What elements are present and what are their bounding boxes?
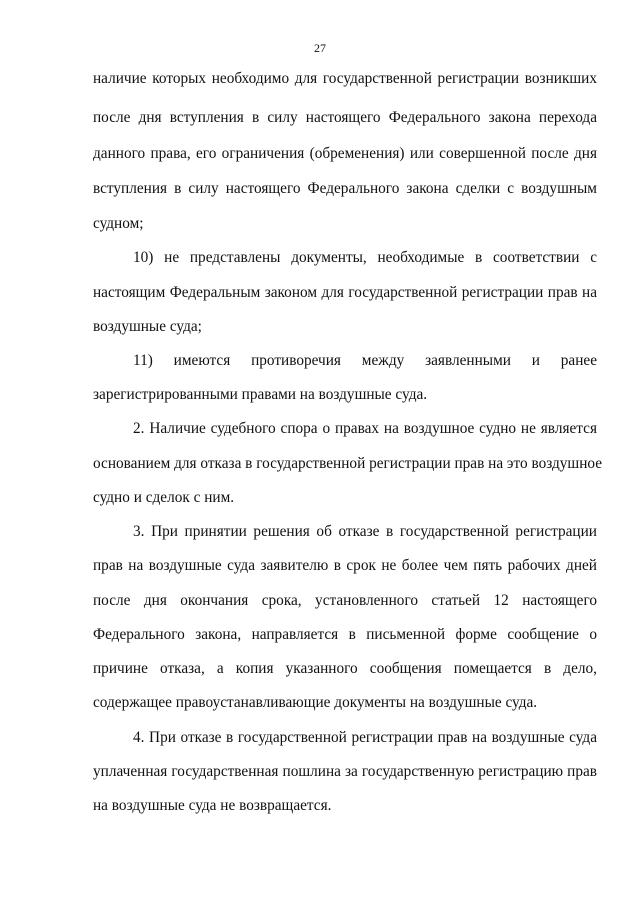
text-line: основанием для отказа в государственной регистрации прав на это воздушное	[93, 455, 603, 472]
text-line: наличие которых необходимо для государственной регистрации возникших	[93, 70, 597, 87]
text-line: воздушные суда;	[93, 318, 202, 335]
text-line: 3. При принятии решения об отказе в государственной регистрации	[133, 523, 597, 540]
text-line: 2. Наличие судебного спора о правах на воздушное судно не является	[133, 420, 597, 437]
text-line: данного права, его ограничения (обременения) или совершенной после дня	[93, 145, 597, 162]
text-line: судном;	[93, 215, 144, 232]
text-line: уплаченная государственная пошлина за государственную регистрацию прав	[93, 763, 597, 780]
text-line: после дня вступления в силу настоящего Федерального закона перехода	[93, 109, 597, 126]
text-line: зарегистрированными правами на воздушные суда.	[93, 386, 428, 403]
text-line: судно и сделок с ним.	[93, 489, 235, 506]
text-line: содержащее правоустанавливающие документы на воздушные суда.	[93, 694, 538, 711]
text-line: 4. При отказе в государственной регистрации прав на воздушные суда	[133, 729, 597, 746]
page-number: 27	[314, 41, 326, 55]
text-line: после дня окончания срока, установленного статьей 12 настоящего	[93, 592, 597, 609]
text-line: 11) имеются противоречия между заявленными и ранее	[133, 352, 597, 369]
text-line: 10) не представлены документы, необходимые в соответствии с	[133, 249, 597, 266]
text-line: на воздушные суда не возвращается.	[93, 797, 332, 814]
text-line: настоящим Федеральным законом для государственной регистрации прав на	[93, 284, 597, 301]
text-line: вступления в силу настоящего Федерального закона сделки с воздушным	[93, 180, 597, 197]
text-line: Федерального закона, направляется в письменной форме сообщение о	[93, 626, 597, 643]
text-line: прав на воздушные суда заявителю в срок не более чем пять рабочих дней	[93, 557, 597, 574]
text-line: причине отказа, а копия указанного сообщения помещается в дело,	[93, 660, 597, 677]
